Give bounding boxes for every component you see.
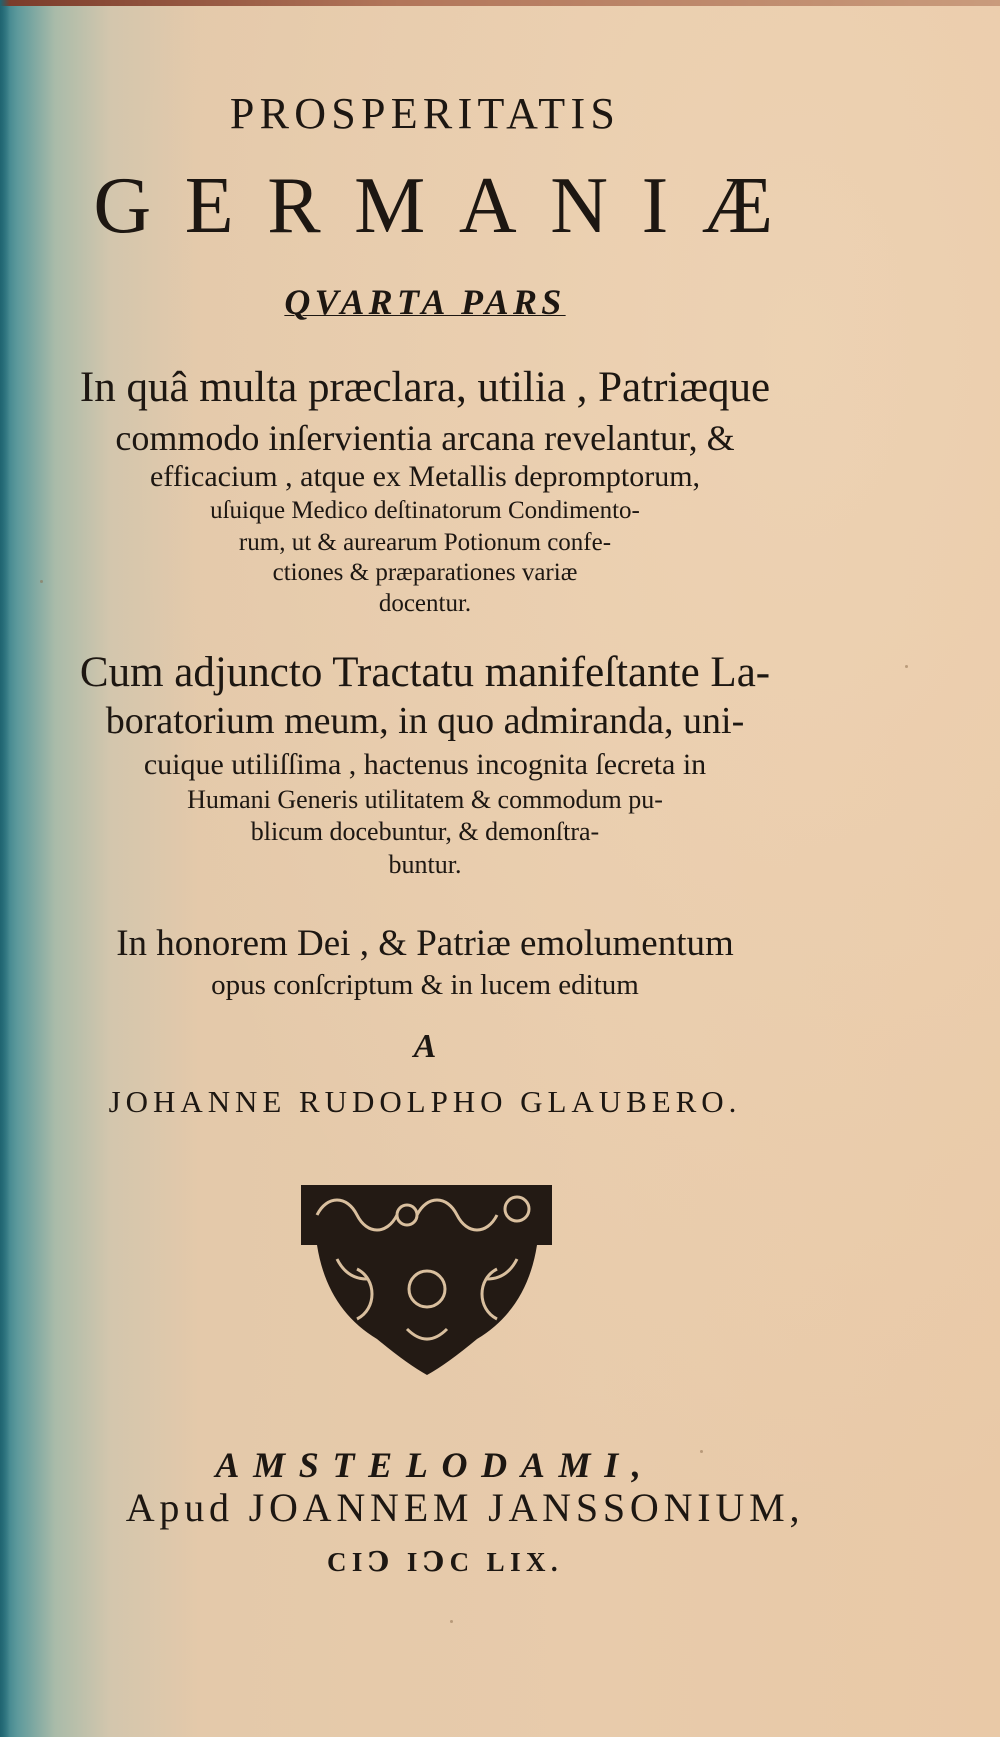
appendix-line: buntur. [388, 850, 462, 879]
part-heading: QVARTA PARS [284, 282, 566, 322]
paper-speck [700, 1450, 703, 1453]
author-name: JOHANNE RUDOLPHO GLAUBERO. [108, 1084, 742, 1119]
description-line: ctiones & præparationes variæ [272, 559, 578, 586]
imprint-place: AMSTELODAMI, [215, 1445, 655, 1485]
imprint-publisher: Apud JOANNEM JANSSONIUM, [125, 1485, 805, 1530]
paper-speck [450, 1620, 453, 1623]
title-line-2: GERMANIÆ [93, 162, 807, 250]
dedication-line: opus conſcriptum & in lucem editum [211, 969, 639, 1001]
imprint-date: CIↃ IↃC LIX. [326, 1547, 564, 1577]
appendix-line: blicum docebuntur, & demonſtra- [250, 817, 600, 846]
description-line: uſuique Medico deſtinatorum Condimento- [210, 497, 640, 524]
by-label: A [413, 1028, 437, 1065]
description-line: commodo inſervientia arcana revelantur, & [115, 418, 735, 458]
appendix-line: boratorium meum, in quo admiranda, uni- [105, 700, 745, 742]
paper-speck [905, 665, 908, 668]
paper-speck [40, 580, 43, 583]
dedication-line: In honorem Dei , & Patriæ emolumentum [116, 923, 734, 964]
title-line-1: PROSPERITATIS [229, 89, 621, 138]
description-line: rum, ut & aurearum Potionum confe- [238, 529, 612, 556]
appendix-line: cuique utiliſſima , hactenus incognita ſecreta in [143, 748, 707, 781]
description-line: efficacium , atque ex Metallis depromptorum, [149, 460, 701, 493]
description-line: In quâ multa præclara, utilia , Patriæque [79, 364, 771, 411]
printer-ornament [297, 1179, 556, 1379]
description-line: docentur. [378, 590, 472, 617]
appendix-line: Cum adjuncto Tractatu manifeſtante La- [79, 649, 771, 696]
appendix-line: Humani Generis utilitatem & commodum pu- [187, 785, 663, 814]
